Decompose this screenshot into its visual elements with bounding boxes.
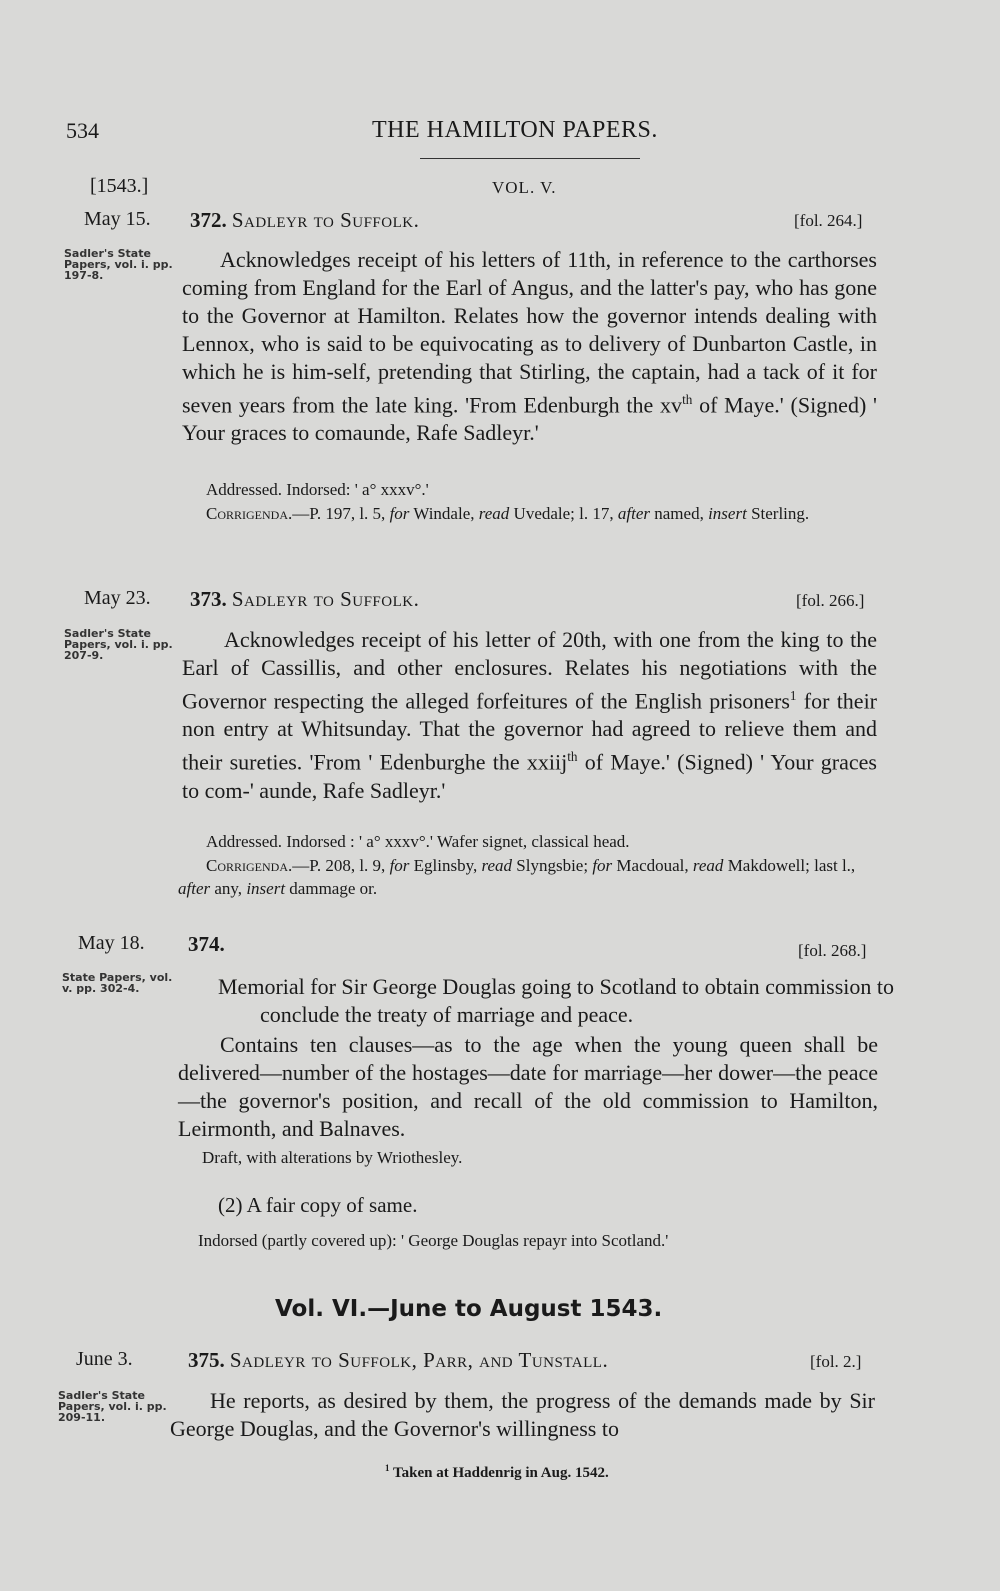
corrigenda-text: Makdowell; last l., (723, 856, 856, 875)
volume-label: VOL. V. (492, 178, 557, 197)
section-heading: Vol. VI.—June to August 1543. (275, 1296, 663, 1322)
body-part: Acknowledges receipt of his letters of 11th, in reference to the carthorses coming from England for the Earl of Angus, and the latter's pay, who has gone to the Governor at Hamilton. Relates how the governor intends dealing with Lennox, who is said to be equivocating as to delivery of Dunbarton Castle, in which he is him-self, pretending that Stirling, the captain, had a tack of it for seven years from the late king. 'From Edenburgh the xv (182, 247, 877, 418)
footnote-marker: 1 (385, 1463, 390, 1473)
entry-title: Sadleyr to Suffolk. (231, 208, 420, 232)
body-part: of Maye.' (Signed) ' Your graces to comaunde, Rafe Sadleyr.' (182, 392, 877, 446)
corrigenda-text: any, (210, 879, 247, 898)
indorsed-note: Indorsed (partly covered up): ' George Douglas repayr into Scotland.' (198, 1231, 669, 1250)
corrigenda-label: Corrigenda. (206, 504, 293, 523)
entry-number: 372. (190, 208, 227, 232)
folio-ref: [fol. 268.] (798, 941, 867, 960)
entry-number: 374. (188, 932, 225, 956)
corrigenda-text: Windale, (409, 504, 479, 523)
body-part: Acknowledges receipt of his letter of 20th, with one from the king to the Earl of Cassillis, and other enclosures. Relates his negotiations with the Governor respecting the alleged forfeitures of the English prisoners (182, 627, 877, 714)
page-number: 534 (66, 118, 99, 143)
corrigenda-text: Eglinsby, (409, 856, 482, 875)
addressed-note: Addressed. Indorsed: ' a° xxxv°.' (206, 480, 429, 499)
corrigenda-text: Slyngsbie; (512, 856, 593, 875)
corrigenda-text: named, (650, 504, 709, 523)
entry-body: Contains ten clauses—as to the age when the young queen shall be delivered—number of the hostages—date for marriage—her dower—the peace—the governor's position, and recall of the old commission to Hamilton, Leirmonth, and Balnaves. (178, 1032, 878, 1141)
read-word: read (692, 856, 724, 875)
entry-title: Sadleyr to Suffolk. (231, 587, 420, 611)
side-note: Sadler's State Papers, vol. i. pp. 209-11. (58, 1389, 167, 1424)
side-note: Sadler's State Papers, vol. i. pp. 197-8. (64, 247, 173, 282)
for-word: for (389, 856, 410, 875)
read-word: read (481, 856, 513, 875)
entry-date: May 23. (84, 587, 151, 609)
folio-ref: [fol. 264.] (794, 211, 863, 230)
entry-heading (190, 208, 419, 233)
entry-number: 375. (188, 1348, 225, 1372)
entry-body: He reports, as desired by them, the progress of the demands made by Sir George Douglas, and the Governor's willingness to (170, 1388, 875, 1441)
entry-heading (188, 1348, 608, 1373)
corrigenda-text: —P. 197, l. 5, (292, 504, 390, 523)
superscript: th (567, 749, 578, 765)
body-part: for their non entry at Whitsunday. That the governor had agreed to relieve them and their sureties. 'From ' Edenburghe the xxiij (182, 688, 878, 775)
after-word: after (178, 879, 211, 898)
draft-note: Draft, with alterations by Wriothesley. (202, 1148, 463, 1167)
superscript: th (682, 392, 693, 407)
insert-word: insert (708, 504, 747, 523)
for-word: for (389, 504, 410, 523)
entry-date: May 18. (78, 932, 145, 954)
corrigenda (182, 502, 877, 525)
for-word: for (592, 856, 613, 875)
year-label: [1543.] (90, 175, 149, 197)
header-rule (420, 158, 640, 159)
folio-ref: [fol. 2.] (810, 1352, 862, 1371)
side-note: State Papers, vol. v. pp. 302-4. (62, 971, 173, 995)
entry-date: May 15. (84, 208, 151, 230)
entry-heading (190, 587, 419, 612)
corrigenda-text: Sterling. (746, 504, 810, 523)
corrigenda-text: Macdoual, (612, 856, 693, 875)
corrigenda (178, 854, 878, 900)
insert-word: insert (246, 879, 286, 898)
footnote-text: Taken at Haddenrig in Aug. 1542. (389, 1465, 609, 1481)
copy-note: (2) A fair copy of same. (218, 1193, 418, 1217)
footnote-ref: 1 (789, 688, 797, 703)
body-part: of Maye.' (Signed) ' Your graces to com-' aunde, Rafe Sadleyr.' (182, 749, 877, 803)
corrigenda-label: Corrigenda. (206, 856, 293, 875)
folio-ref: [fol. 266.] (796, 591, 865, 610)
read-word: read (478, 504, 510, 523)
after-word: after (617, 504, 650, 523)
entry-title: Sadleyr to Suffolk, Parr, and Tunstall. (229, 1348, 609, 1372)
entry-number: 373. (190, 587, 227, 611)
entry-date: June 3. (76, 1348, 133, 1370)
footnote (385, 1463, 609, 1482)
corrigenda-text: —P. 208, l. 9, (292, 856, 390, 875)
corrigenda-text: dammage or. (285, 879, 378, 898)
addressed-note: Addressed. Indorsed : ' a° xxxv°.' Wafer signet, classical head. (206, 832, 630, 851)
entry-body (182, 246, 877, 447)
side-note: Sadler's State Papers, vol. i. pp. 207-9. (64, 627, 173, 662)
entry-body (182, 626, 877, 805)
corrigenda-text: Uvedale; l. 17, (509, 504, 618, 523)
running-title: THE HAMILTON PAPERS. (372, 117, 658, 143)
memorial-text: Memorial for Sir George Douglas going to Scotland to obtain commission to conclude the treaty of marriage and peace. (218, 974, 895, 1027)
